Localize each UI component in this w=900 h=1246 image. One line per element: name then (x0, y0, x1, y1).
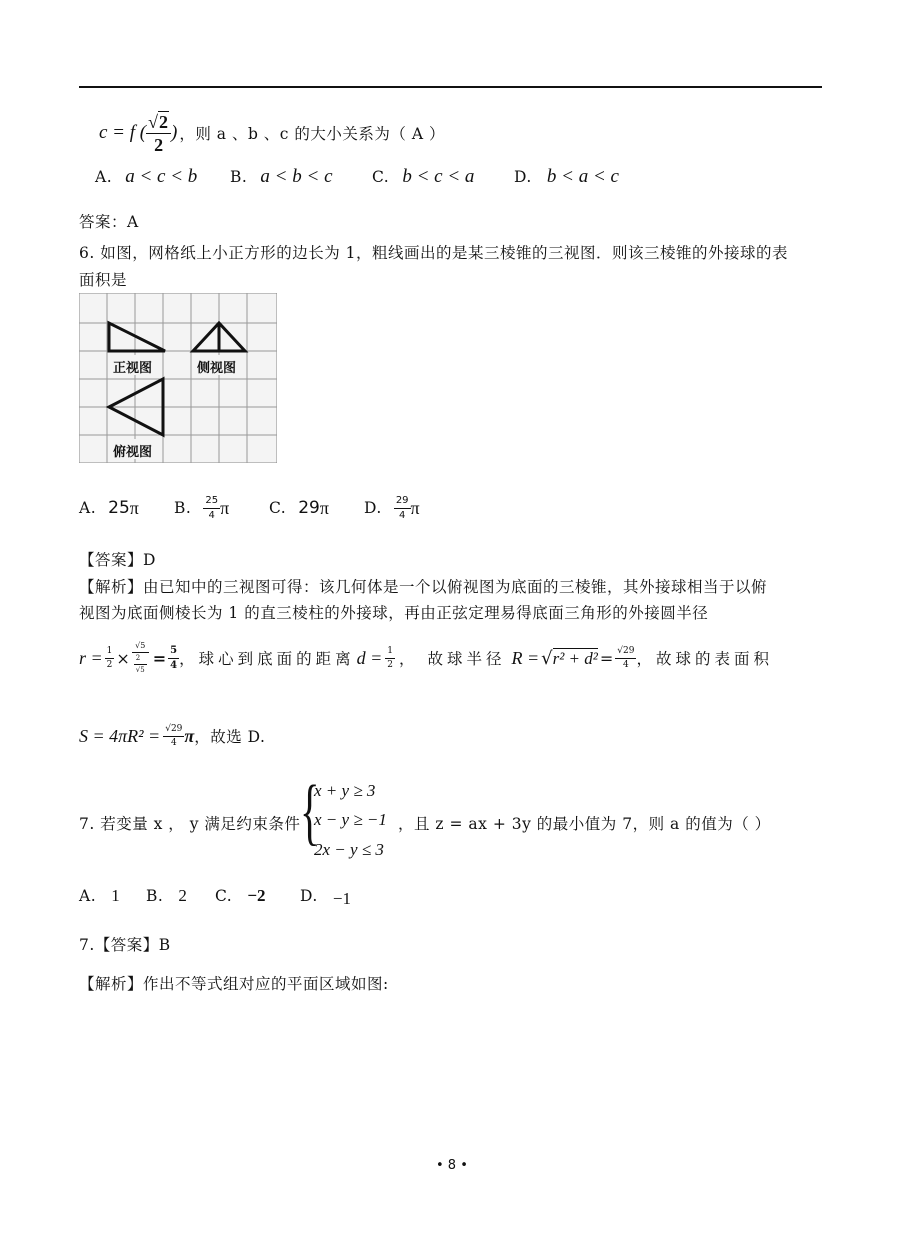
pi-symbol: π (220, 497, 230, 518)
q5-sqrt-num: 2 (159, 111, 169, 132)
pi-symbol: π (129, 497, 139, 518)
frac-den: 2 (106, 659, 113, 670)
q5-stem (99, 108, 445, 158)
option-expr: a < c < b (125, 166, 198, 187)
q5-stem-text: ，则 a 、b 、c 的大小关系为（ A ） (179, 125, 445, 143)
option-label: B. (174, 499, 192, 517)
q6-option-b (174, 496, 269, 521)
header-rule (79, 86, 822, 88)
half-fraction (105, 647, 115, 670)
frac-num: 2 (135, 654, 141, 662)
option-expr: b < c < a (402, 166, 475, 187)
constraint-brace: { (300, 771, 320, 853)
q7-analysis: 【解析】作出不等式组对应的平面区域如图: (79, 975, 389, 993)
side-view-label: 侧视图 (197, 361, 237, 376)
option-fraction (394, 496, 411, 521)
option-label: C. (215, 887, 233, 905)
q7-option-d (300, 886, 380, 906)
q5-option-c (372, 166, 514, 188)
frac-den: 4 (623, 659, 629, 670)
q5-answer: 答案：A (79, 213, 139, 231)
option-val: −2 (247, 886, 266, 905)
q6-option-c (269, 498, 364, 519)
frac-num: 25 (205, 494, 219, 506)
option-label: D. (364, 499, 382, 517)
frac-den: 2 (387, 659, 394, 670)
q7-option-c (215, 886, 300, 906)
frac-num: 29 (170, 723, 183, 734)
d-var: d = (356, 647, 383, 668)
equals: = (599, 648, 614, 668)
q7-option-b (146, 886, 215, 906)
option-expr: b < a < c (546, 166, 619, 187)
q6-options (79, 490, 459, 526)
q5-rhs: ) (171, 122, 178, 143)
q5-den: 2 (154, 134, 164, 155)
pi-symbol: π (184, 725, 195, 746)
q7-stem-pre: 7. 若变量 x ， y 满足约束条件 (79, 815, 301, 833)
sin-fraction: $\frac{√5}{\frac{2}{√5}}$ (132, 642, 149, 674)
q5-option-a (95, 166, 230, 188)
R-fraction: $\frac{√29}{4}$ (617, 645, 635, 670)
option-label: A. (79, 499, 97, 517)
q6-option-d (364, 496, 459, 521)
front-view-label: 正视图 (113, 361, 153, 376)
frac-num: 29 (623, 645, 635, 656)
option-label: A. (95, 168, 113, 186)
three-view-svg (79, 293, 277, 463)
final-text: ，故选 D. (194, 728, 266, 746)
q6-formula-line (79, 636, 773, 680)
R-radicand: r² + d² (552, 648, 598, 668)
q7-answer: 7.【答案】B (79, 936, 171, 954)
d-fraction (385, 647, 395, 670)
option-val: 1 (111, 886, 120, 905)
inner-fraction: $\frac{2}{√5}$ (135, 654, 145, 674)
R-var: R = (511, 647, 540, 668)
S-expr: S = 4πR² = (79, 725, 161, 746)
q6-stem-line1: 6. 如图，网格纸上小正方形的边长为 1，粗线画出的是某三棱锥的三视图．则该三棱锥的外接球的表 (79, 244, 789, 262)
option-label: A. (79, 887, 97, 905)
q6-answer: 【答案】D (79, 551, 156, 569)
option-val: −1 (332, 889, 351, 908)
q6-stem-line2: 面积是 (79, 271, 128, 289)
frac-num: 29 (395, 494, 409, 506)
frac-den: 4 (170, 659, 178, 671)
q6-analysis-line1: 【解析】由已知中的三视图可得：该几何体是一个以俯视图为底面的三棱锥，其外接球相当于以俯 (79, 578, 768, 596)
frac-num: 1 (387, 645, 394, 656)
frac-den: 4 (170, 737, 177, 748)
option-label: B. (146, 887, 164, 905)
mid-text-3: ，故球的表面积 (636, 650, 773, 668)
option-label: D. (300, 887, 318, 905)
option-label: C. (372, 168, 390, 186)
q5-fraction: $\frac{√2}{2}$ (146, 113, 171, 154)
q7-option-a (79, 886, 146, 906)
q5-option-b (230, 166, 372, 188)
option-num: 25 (108, 498, 130, 518)
q7-options (79, 886, 380, 906)
pi-symbol: π (410, 497, 420, 518)
r-var: r = (79, 647, 103, 668)
mid-text-1: ，球心到底面的距离 (179, 650, 355, 668)
option-num: 29 (298, 498, 320, 518)
q5-options (95, 166, 656, 188)
sqrt5: 5 (140, 641, 146, 650)
q5-lhs: c = f ( (99, 122, 147, 143)
option-val: 2 (178, 886, 187, 905)
q5-option-d (514, 166, 656, 188)
frac-den: 4 (208, 509, 215, 521)
frac-num: 1 (106, 645, 113, 656)
option-label: D. (514, 168, 532, 186)
page-number: • 8 • (436, 1158, 468, 1173)
frac-num: 5 (170, 644, 178, 656)
constraint-1: x + y ≥ 3 (314, 781, 376, 800)
option-label: C. (269, 499, 287, 517)
S-fraction: $\frac{√29}{4}$ (165, 723, 183, 748)
three-view-figure (79, 293, 277, 463)
q6-surface-line (79, 716, 265, 756)
result-fraction (168, 646, 179, 671)
option-label: B. (230, 168, 248, 186)
q6-option-a (79, 498, 174, 519)
pi-symbol: π (319, 497, 329, 518)
frac-den: 5 (140, 666, 145, 674)
option-expr: a < b < c (260, 166, 333, 187)
top-view-label: 俯视图 (113, 445, 153, 460)
mid-text-2: ， 故球半径 (399, 650, 506, 668)
q7-stem-post: ，且 z = ax + 3y 的最小值为 7，则 a 的值为（ ） (398, 815, 771, 833)
constraint-3: 2x − y ≤ 3 (314, 840, 384, 859)
sqrt-sign: √ (541, 647, 553, 669)
times-sign: × (116, 648, 130, 668)
option-fraction (203, 496, 220, 521)
constraint-2: x − y ≥ −1 (314, 810, 387, 829)
q6-analysis-line2: 视图为底面侧棱长为 1 的直三棱柱的外接球，再由正弦定理易得底面三角形的外接圆半径 (79, 604, 709, 622)
frac-den: 4 (398, 509, 406, 521)
equals: = (152, 648, 167, 668)
